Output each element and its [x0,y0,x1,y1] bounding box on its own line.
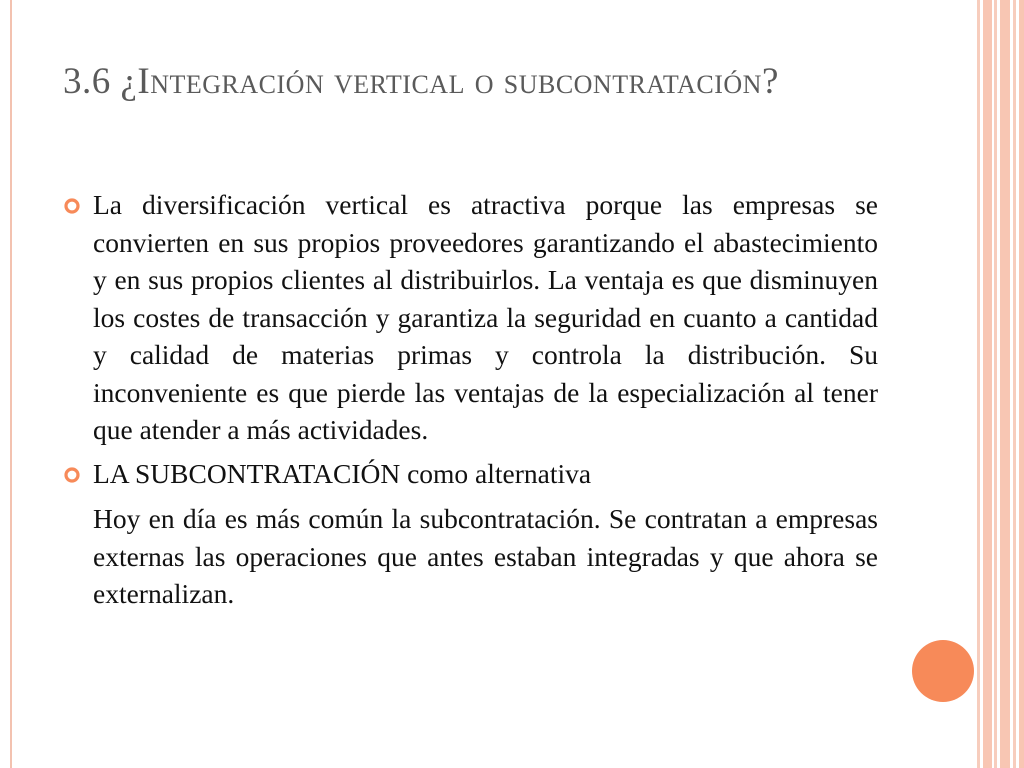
bullet-text: LA SUBCONTRATACIÓN como alternativa [93,457,592,489]
slide-title: 3.6 ¿Integración vertical o subcontratación? [63,61,779,102]
decor-stripe [1019,0,1024,768]
slide-content [60,186,878,613]
left-border-line [10,0,12,768]
bullet-item-1 [60,186,878,449]
decor-stripe [994,0,997,768]
bullet-icon [64,467,80,483]
decor-stripe [977,0,980,768]
bullet-text: La diversificación vertical es atractiva porque las empresas se convierten en sus propios proveedores garantizando el abastecimiento y en sus propios clientes al distribuirlos. La ventaja es que disminuyen los costes de transacción y garantiza la seguridad en cuanto a cantidad y calidad de materias primas y controla la distribución. Su inconveniente es que pierde las ventajas de la especialización al tener que atender a más actividades. [93,189,878,445]
decor-stripe [1000,0,1010,768]
decor-stripe [1013,0,1016,768]
bullet-item-2 [60,455,878,493]
body-paragraph: Hoy en día es más común la subcontratación. Se contratan a empresas externas las operaciones que antes estaban integradas y que ahora se externalizan. [93,503,878,609]
decor-stripe [983,0,992,768]
accent-circle [912,640,974,702]
bullet-icon [64,198,80,214]
